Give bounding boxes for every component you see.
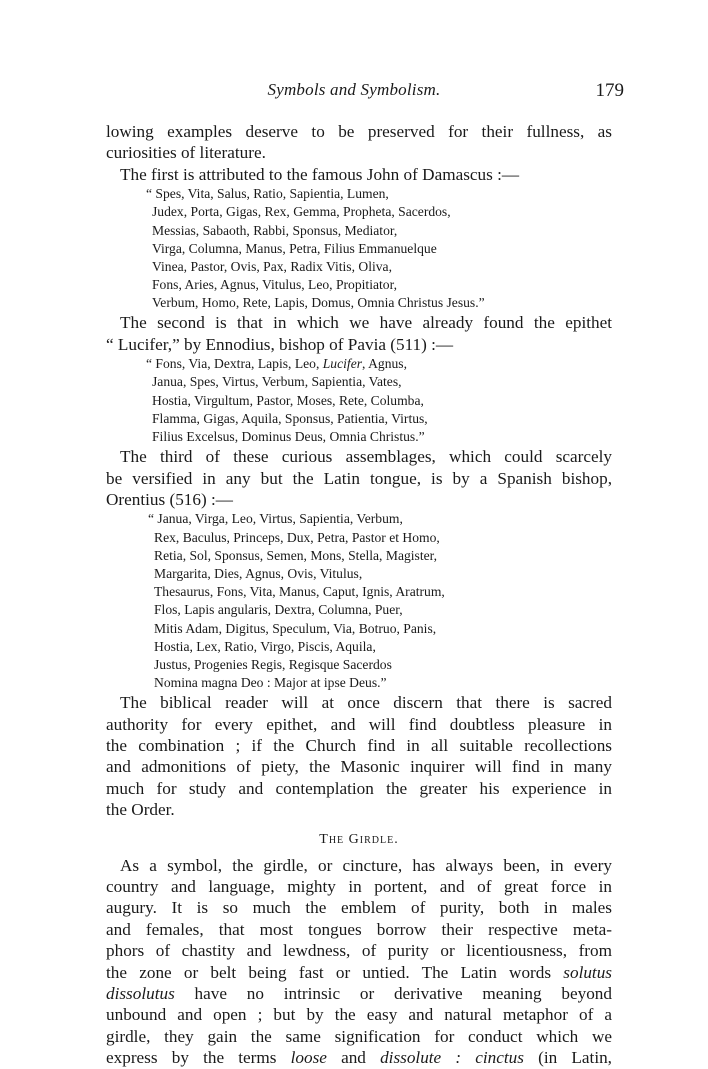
verse-john-of-damascus [106, 185, 612, 312]
para2-line-4: and admonitions of piety, the Masonic inquirer will find in many [106, 757, 612, 777]
para2-line-2: authority for every epithet, and will find doubtless pleasure in [106, 714, 612, 734]
para3-line-9: girdle, they gain the same signification for conduct which we [106, 1026, 612, 1046]
verse3-line-10: Nomina magna Deo : Major at ipse Deus.” [154, 675, 387, 691]
verse2-line-1-before: “ Fons, Via, Dextra, Lapis, Leo, [146, 356, 323, 372]
para3-line-8: unbound and open ; but by the easy and natural metaphor of a [106, 1005, 612, 1025]
para1-line-1: lowing examples deserve to be preserved for their fullness, as [106, 122, 612, 141]
para3-line-10-before: express by the terms [106, 1048, 291, 1068]
para3-line-10 [106, 1047, 612, 1068]
verse2-lucifer-italic: Lucifer [322, 356, 363, 372]
verse3-line-4: Margarita, Dies, Agnus, Ovis, Vitulus, [154, 565, 363, 581]
word-loose-italic: loose [290, 1048, 327, 1068]
para2-line-3: the combination ; if the Church find in all suitable recollections [106, 736, 612, 756]
verse1-line-3: Messias, Sabaoth, Rabbi, Sponsus, Mediator, [152, 222, 398, 238]
para3-line-5: phors of chastity and lewdness, of purity or licentiousness, from [106, 941, 612, 961]
para3-line-7 [106, 983, 612, 1004]
para3-line-10-space [461, 1048, 475, 1067]
verse2-line-1-after: , Agnus, [362, 356, 407, 372]
intro2-line-2: “ Lucifer,” by Ennodius, bishop of Pavia (511) :— [106, 334, 454, 354]
verse-orentius [106, 510, 612, 692]
verse2-line-4: Flamma, Gigas, Aquila, Sponsus, Patientia, Virtus, [152, 410, 428, 426]
verse-ennodius [106, 355, 612, 446]
para3-line-4: and females, that most tongues borrow their respective meta- [106, 919, 612, 939]
section-heading-girdle: The Girdle. [319, 831, 399, 847]
page-number: 179 [595, 80, 624, 101]
intro3-line-1: The third of these curious assemblages, which could scarcely [120, 447, 612, 467]
verse3-line-7: Mitis Adam, Digitus, Speculum, Via, Botruo, Panis, [154, 620, 437, 636]
para2-line-6: the Order. [106, 800, 175, 820]
para3-line-10-mid: and [326, 1048, 381, 1068]
para2-line-5: much for study and contemplation the greater his experience in [106, 778, 612, 798]
verse1-line-7: Verbum, Homo, Rete, Lapis, Domus, Omnia Christus Jesus.” [152, 295, 485, 311]
body-text [106, 121, 612, 1069]
intro3-line-3: Orentius (516) :— [106, 489, 233, 509]
verse3-line-2: Rex, Baculus, Princeps, Dux, Petra, Pastor et Homo, [154, 529, 440, 545]
verse3-line-5: Thesaurus, Fons, Vita, Manus, Caput, Ignis, Aratrum, [154, 584, 445, 600]
verse2-line-1 [146, 355, 612, 373]
para3-line-3: augury. It is so much the emblem of purity, both in males [106, 898, 612, 918]
intro1-line: The first is attributed to the famous John of Damascus :— [120, 164, 520, 184]
word-cinctus-italic: cinctus [475, 1048, 524, 1068]
verse3-line-6: Flos, Lapis angularis, Dextra, Columna, Puer, [154, 602, 403, 618]
verse3-line-1: “ Janua, Virga, Leo, Virtus, Sapientia, Verbum, [148, 511, 403, 527]
verse1-line-6: Fons, Aries, Agnus, Vitulus, Leo, Propitiator, [152, 277, 397, 293]
para3-line-2: country and language, mighty in portent, and of great force in [106, 876, 612, 896]
verse1-line-2: Judex, Porta, Gigas, Rex, Gemma, Propheta, Sacerdos, [152, 204, 451, 220]
verse1-line-1: “ Spes, Vita, Salus, Ratio, Sapientia, Lumen, [146, 186, 389, 202]
word-dissolutus-italic: dissolutus [106, 983, 175, 1003]
para3-line-6 [106, 962, 612, 983]
word-dissolute-italic: dissolute : [380, 1048, 462, 1068]
para3-line-10-after: (in Latin, [523, 1048, 612, 1068]
verse3-line-9: Justus, Progenies Regis, Regisque Sacerdos [154, 656, 392, 672]
word-solutus-italic: solutus [563, 962, 612, 982]
verse3-line-8: Hostia, Lex, Ratio, Virgo, Piscis, Aquila, [154, 638, 376, 654]
verse3-line-3: Retia, Sol, Sponsus, Semen, Mons, Stella, Magister, [154, 547, 438, 563]
verse1-line-5: Vinea, Pastor, Ovis, Pax, Radix Vitis, Oliva, [152, 258, 392, 274]
running-head [0, 80, 708, 106]
para1-line-2: curiosities of literature. [106, 143, 266, 163]
verse2-line-2: Janua, Spes, Virtus, Verbum, Sapientia, Vates, [152, 374, 402, 390]
running-title: Symbols and Symbolism. [267, 80, 441, 99]
para3-line-7-after: have no intrinsic or derivative meaning beyond [174, 983, 612, 1003]
para3-line-1: As a symbol, the girdle, or cincture, has always been, in every [120, 855, 612, 875]
intro3-line-2: be versified in any but the Latin tongue, is by a Spanish bishop, [106, 468, 612, 488]
para2-line-1: The biblical reader will at once discern that there is sacred [120, 693, 612, 713]
verse2-line-5: Filius Excelsus, Dominus Deus, Omnia Christus.” [152, 429, 425, 445]
verse1-line-4: Virga, Columna, Manus, Petra, Filius Emmanuelque [152, 240, 437, 256]
verse2-line-3: Hostia, Virgultum, Pastor, Moses, Rete, Columba, [152, 392, 424, 408]
intro2-line-1: The second is that in which we have already found the epithet [120, 313, 612, 333]
para3-line-6-text: the zone or belt being fast or untied. The Latin words [106, 962, 552, 982]
